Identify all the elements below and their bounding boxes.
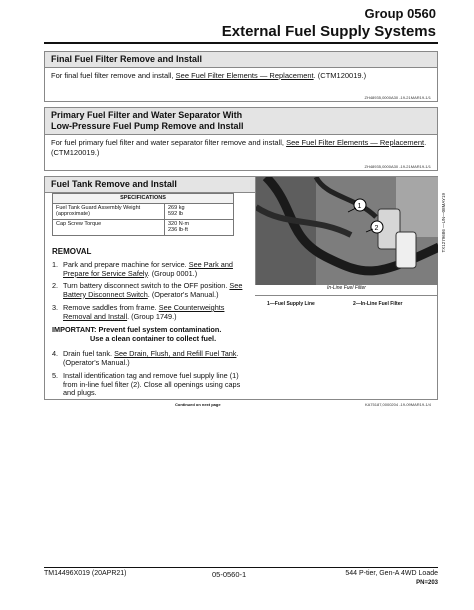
body-text: . (CTM120019.) (313, 71, 367, 80)
step-5: 5. Install identification tag and remove fuel supply line (1) from in-line fuel filter (2). Close all openings using caps and plugs. (52, 371, 241, 397)
park-and-prepare-link[interactable]: See Park and Prepare for Service Safely (63, 260, 233, 278)
legend-fuel-supply-line: 1—Fuel Supply Line (267, 301, 315, 307)
fuel-tank-section (44, 176, 446, 407)
specifications-heading: SPECIFICATIONS (53, 194, 234, 204)
section-heading (45, 108, 437, 135)
reference-code: KA75187,0000204 -19-09MAR19-1/4 (364, 402, 431, 407)
section-body (45, 68, 437, 84)
heading-line: Primary Fuel Filter and Water Separator With (51, 110, 243, 120)
step-4: 4. Drain fuel tank. See Drain, Flush, and Refill Fuel Tank. (Operator's Manual.) (52, 349, 239, 367)
heading-line: Low-Pressure Fuel Pump Remove and Install (51, 121, 244, 131)
body-text: For final fuel filter remove and install, (51, 71, 176, 80)
reference-code: ZH48935,0000A30 -19-21MAR19-1/1 (364, 95, 431, 100)
step-1: 1. Park and prepare machine for service. See Park and Prepare for Service Safely. (Group 0001.) (52, 260, 233, 278)
final-fuel-filter-section (44, 51, 438, 102)
svg-text:2: 2 (374, 225, 379, 232)
continued-note: Continued on next page (175, 402, 221, 407)
footer-pn: PN=203 (416, 580, 438, 586)
spec-value: 269 kg 592 lb (165, 203, 234, 219)
drain-flush-refill-link[interactable]: See Drain, Flush, and Refill Fuel Tank (114, 349, 237, 358)
section-body (45, 135, 437, 160)
footer-manual-id: TM14496X019 (20APR21) (44, 570, 127, 577)
table-row (53, 203, 234, 219)
table-row (53, 219, 234, 235)
spec-name: Cap Screw Torque (53, 219, 165, 235)
fuel-filter-photo (255, 177, 438, 285)
battery-disconnect-link[interactable]: See Battery Disconnect Switch (63, 281, 243, 299)
footer-machine-model: 544 P-tier, Gen-A 4WD Loade (345, 570, 438, 577)
body-text: For fuel primary fuel filter and water separator filter remove and install, (51, 138, 287, 147)
primary-fuel-filter-section (44, 107, 438, 171)
step-3: 3. Remove saddles from frame. See Counterweights Removal and Install. (Group 1749.) (52, 303, 225, 321)
photo-caption: In-Line Fuel Filter (327, 285, 366, 291)
photo-id: TX1279686 —UN—08MAY19 (441, 193, 446, 253)
step-2: 2. Turn battery disconnect switch to the OFF position. See Battery Disconnect Switch. (Operator's Manual.) (52, 281, 243, 299)
section-heading: Fuel Tank Remove and Install (45, 177, 437, 193)
specifications-table (52, 193, 234, 236)
body-text: . (CTM120019.) (51, 138, 427, 157)
spec-name: Fuel Tank Guard Assembly Weight (approximate) (53, 203, 165, 219)
section-title: External Fuel Supply Systems (221, 23, 436, 40)
removal-heading: REMOVAL (52, 247, 92, 256)
fuel-filter-elements-link[interactable]: See Fuel Filter Elements — Replacement (175, 71, 314, 80)
footer-rule (44, 567, 438, 568)
group-heading: Group 0560 (364, 6, 436, 21)
fuel-filter-elements-link[interactable]: See Fuel Filter Elements — Replacement (286, 138, 425, 147)
svg-text:1: 1 (357, 203, 362, 210)
header-rule (44, 42, 438, 44)
section-heading: Final Fuel Filter Remove and Install (45, 52, 437, 68)
fuel-filter-illustration (256, 177, 438, 285)
reference-code: ZH48935,0000A30 -19-21MAR19-1/1 (364, 164, 431, 169)
legend-divider (255, 295, 438, 296)
important-notice: IMPORTANT: Prevent fuel system contamination. Use a clean container to collect fuel. (52, 325, 222, 343)
spec-value: 320 N·m 236 lb·ft (165, 219, 234, 235)
counterweights-link[interactable]: See Counterweights Removal and Install (63, 303, 225, 321)
legend-in-line-fuel-filter: 2—In-Line Fuel Filter (353, 301, 403, 307)
footer-page-number: 05-0560-1 (212, 570, 247, 579)
